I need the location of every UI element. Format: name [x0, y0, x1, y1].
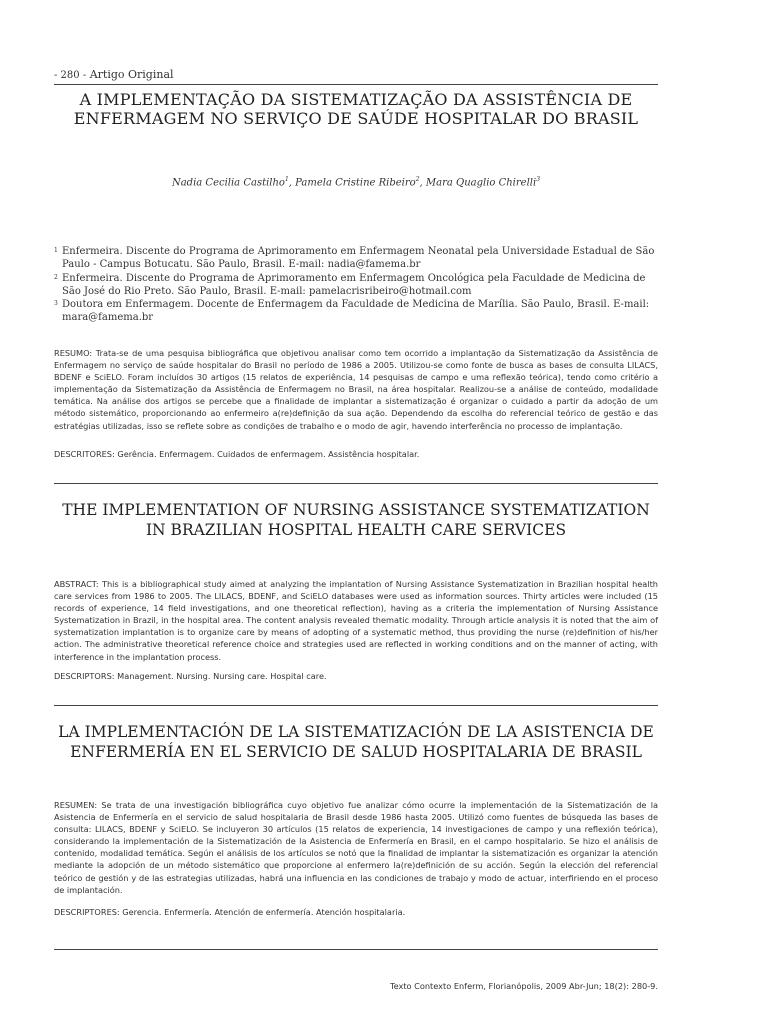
descriptors-text: DESCRIPTORS: Management. Nursing. Nursing care. Hospital care. [54, 671, 327, 681]
author-sup: 3 [536, 176, 541, 183]
footer-rule [54, 949, 658, 950]
affiliations [54, 245, 658, 325]
descriptores-es-text: DESCRIPTORES: Gerencia. Enfermería. Atención de enfermería. Atención hospitalaria. [54, 907, 406, 917]
header-rule [54, 84, 658, 85]
resumen-text: RESUMEN: Se trata de una investigación bibliográfica cuyo objetivo fue analizar cómo ocurre la implementación de la Sistematización de la Asistencia de Enfermería en el servicio de salud hospitalaria de Brasil desde 1986 hasta 2005. Utilizó como fuentes de búsqueda las bases de consulta: LILACS, BDENF y SciELO. Se incluyeron 30 artículos (15 relatos de experiencia, 14 investigaciones de campo y una reflexión teórica), considerando la implementación de la Sistematización de la Asistencia de Enfermería en Brasil, en el campo hospitalario. Se hizo el análisis de contenido, modalidad temática. Según el análisis de los artículos se notó que la finalidad de implantar la sistematización es organizar la atención mediante la adopción de un método sistemático que proporcione al enfermero la(re)definición de su acción. Según la elección del referencial teórico de gestión y de las estrategias utilizadas, habrá una influencia en las condiciones de trabajo y modo de actuar, interfiriendo en el proceso de implantación. [54, 800, 658, 895]
author-sup: 1 [284, 176, 289, 183]
title-spanish: LA IMPLEMENTACIÓN DE LA SISTEMATIZACIÓN DE LA ASISTENCIA DE ENFERMERÍA EN EL SERVICIO DE SALUD HOSPITALARIA DE BRASIL [58, 723, 654, 761]
author-list: Nadia Cecilia Castilho$^1$, Pamela Cristine Ribeiro$^2$, Mara Quaglio Chirelli$^3$ [171, 176, 541, 189]
author-name: Mara Quaglio Chirelli [425, 177, 537, 189]
affiliation-sup: 2 [54, 273, 58, 281]
author-name: Pamela Cristine Ribeiro [295, 177, 416, 189]
title-portuguese: A IMPLEMENTAÇÃO DA SISTEMATIZAÇÃO DA ASSISTÊNCIA DE ENFERMAGEM NO SERVIÇO DE SAÚDE HOSPITALAR DO BRASIL [73, 90, 639, 128]
title-english: THE IMPLEMENTATION OF NURSING ASSISTANCE SYSTEMATIZATION IN BRAZILIAN HOSPITAL HEALTH CARE SERVICES [62, 501, 650, 539]
page-header [54, 68, 174, 81]
author-sup: 2 [415, 176, 420, 183]
affiliation-item [54, 272, 658, 299]
affiliation-sup: 3 [54, 300, 58, 308]
affiliation-text: Enfermeira. Discente do Programa de Aprimoramento em Enfermagem Oncológica pela Faculdade de Medicina de São José do Rio Preto. São Paulo, Brasil. E-mail: pamelacrisribeiro@hotmail.com [62, 272, 646, 297]
affiliation-item [54, 245, 658, 272]
affiliation-item [54, 298, 658, 325]
affiliation-sup: 1 [54, 247, 58, 254]
resumo-text: RESUMO: Trata-se de uma pesquisa bibliográfica que objetivou analisar como tem ocorrido a implantação da Sistematização da Assistência de Enfermagem no serviço de saúde hospitalar do Brasil no período de 1986 a 2005. Utilizou-se como fonte de busca as bases de consulta LILACS, BDENF e SciELO. Foram incluídos 30 artigos (15 relatos de experiência, 14 pesquisas de campo e uma reflexão teórica), tendo como critério a implementação da Sistematização da Assistência de Enfermagem no Brasil, na área hospitalar. Realizou-se a análise de conteúdo, modalidade temática. Na análise dos artigos se percebe que a finalidade de implantar a sistematização é organizar o cuidado a partir da adoção de um método sistemático, proporcionando ao enfermeiro a(re)definição da sua ação. Dependendo da escolha do referencial teórico de gestão e das estratégias utilizadas, isso se reflete sobre as condições de trabalho e o modo de agir, havendo interferência no processo de implantação. [54, 348, 658, 431]
abstract-text: ABSTRACT: This is a bibliographical study aimed at analyzing the implantation of Nursing Assistance Systematization in Brazilian hospital health care services from 1986 to 2005. The LILACS, BDENF, and SciELO databases were used as information sources. Thirty articles were included (15 records of experience, 14 field investigations, and one theoretical reflection), having as a criteria the implementation of Nursing Assistance Systematization in Brazil, in the hospital area. The content analysis revealed thematic modality. Through article analysis it is noted that the aim of systematization implantation is to organize care by means of adopting of a systematic method, thus providing the nurse (re)definition of his/her action. The administrative theoretical reference choice and strategies used are reflected in working conditions and on the manner of acting, with interference in the implantation process. [54, 579, 658, 662]
descritores-text: DESCRITORES: Gerência. Enfermagem. Cuidados de enfermagem. Assistência hospitalar. [54, 449, 420, 459]
journal-citation: Texto Contexto Enferm, Florianópolis, 2009 Abr-Jun; 18(2): 280-9. [389, 981, 658, 991]
section-rule [54, 705, 658, 706]
affiliation-text: Enfermeira. Discente do Programa de Aprimoramento em Enfermagem Neonatal pela Universidade Estadual de São Paulo - Campus Botucatu. São Paulo, Brasil. E-mail: nadia@famema.br [62, 246, 655, 271]
affiliation-text: Doutora em Enfermagem. Docente de Enfermagem da Faculdade de Medicina de Marília. São Paulo, Brasil. E-mail: mara@famema.br [62, 299, 650, 324]
author-name: Nadia Cecilia Castilho [171, 177, 285, 189]
section-rule [54, 483, 658, 484]
page-number: - 280 - [54, 70, 87, 81]
section-label: Artigo Original [89, 68, 174, 81]
